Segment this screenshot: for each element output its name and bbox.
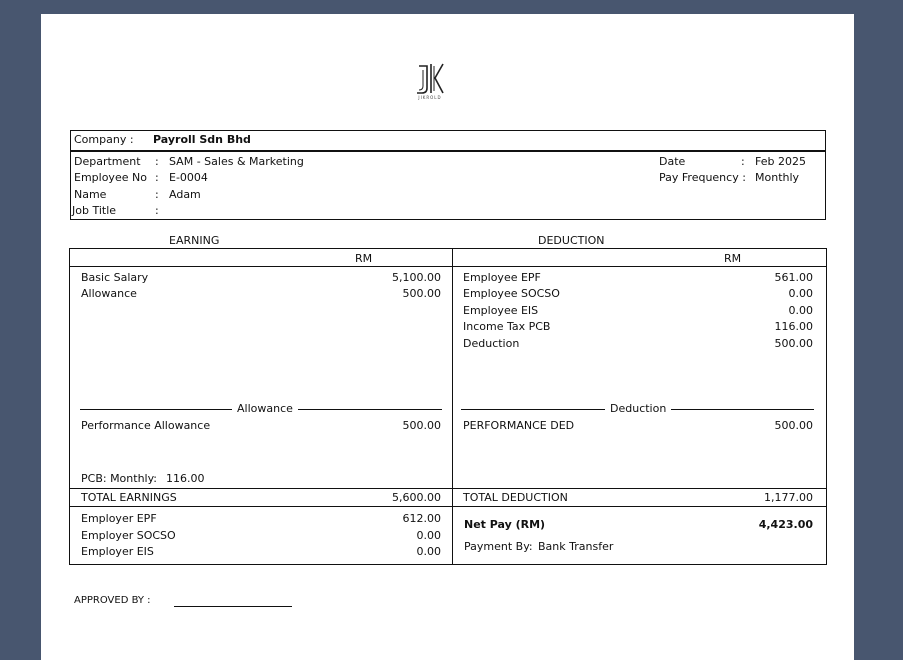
payment-label: Payment By: [464,540,533,553]
pay-frequency-label: Pay Frequency : [659,171,746,184]
date-label: Date [659,155,686,168]
total-top-divider [69,488,826,489]
employer-item-amount: 0.00 [416,545,441,558]
department-value: SAM - Sales & Marketing [169,155,304,168]
total-deduction-label: TOTAL DEDUCTION [463,491,568,504]
deduction-item-label: Employee EPF [463,271,541,284]
deduction-header: DEDUCTION [538,234,605,247]
job-title-label: Job Title [72,204,117,217]
net-pay-label: Net Pay (RM) [464,518,546,531]
deduction-item-amount: 0.00 [788,287,813,300]
name-value: Adam [169,188,201,201]
pay-frequency-value: Monthly [755,171,800,184]
name-colon: : [155,188,159,201]
employer-item-amount: 612.00 [402,512,441,525]
approval-signature-line [174,606,292,607]
earning-item-label: Basic Salary [81,271,149,284]
deduction-section-item-label: PERFORMANCE DED [463,419,575,432]
employee-no-label: Employee No [74,171,147,184]
earning-currency: RM [355,252,373,265]
employer-item-label: Employer SOCSO [81,529,176,542]
payslip-page [41,14,854,660]
currency-row-divider [69,266,826,267]
employee-no-value: E-0004 [169,171,208,184]
deduction-item-label: Deduction [463,337,520,350]
allowance-item-amount: 500.00 [402,419,441,432]
employee-no-colon: : [155,171,159,184]
earning-item-amount: 500.00 [402,287,441,300]
employer-item-amount: 0.00 [416,529,441,542]
allowance-separator-label: Allowance [232,402,298,416]
deduction-item-label: Employee SOCSO [463,287,560,300]
date-colon: : [741,155,745,168]
payment-value: Bank Transfer [538,540,614,553]
employer-item-label: Employer EPF [81,512,157,525]
allowance-item-label: Performance Allowance [81,419,211,432]
total-bottom-divider [69,506,826,507]
company-label: Company : [74,133,134,146]
earning-item-label: Allowance [81,287,137,300]
total-earnings-label: TOTAL EARNINGS [81,491,177,504]
pcb-label: PCB: Monthly: [81,472,158,485]
pcb-value: 116.00 [166,472,205,485]
department-colon: : [155,155,159,168]
department-label: Department [74,155,141,168]
deduction-item-amount: 561.00 [774,271,813,284]
job-title-colon: : [155,204,159,217]
deduction-currency: RM [724,252,742,265]
earning-item-amount: 5,100.00 [392,271,441,284]
date-value: Feb 2025 [755,155,806,168]
total-deduction-amount: 1,177.00 [764,491,813,504]
earning-header: EARNING [169,234,220,247]
deduction-separator-label: Deduction [605,402,671,416]
deduction-item-amount: 500.00 [774,337,813,350]
total-earnings-amount: 5,600.00 [392,491,441,504]
company-name: Payroll Sdn Bhd [153,133,251,146]
approved-by-label: APPROVED BY : [74,595,151,606]
net-pay-amount: 4,423.00 [758,518,813,531]
name-label: Name [74,188,107,201]
logo-text: JIKROLD [418,95,442,100]
employer-item-label: Employer EIS [81,545,154,558]
deduction-item-amount: 0.00 [788,304,813,317]
deduction-item-label: Employee EIS [463,304,539,317]
deduction-section-item-amount: 500.00 [774,419,813,432]
company-divider [70,150,826,152]
deduction-item-label: Income Tax PCB [463,320,551,333]
table-center-divider [452,248,453,564]
deduction-item-amount: 116.00 [774,320,813,333]
